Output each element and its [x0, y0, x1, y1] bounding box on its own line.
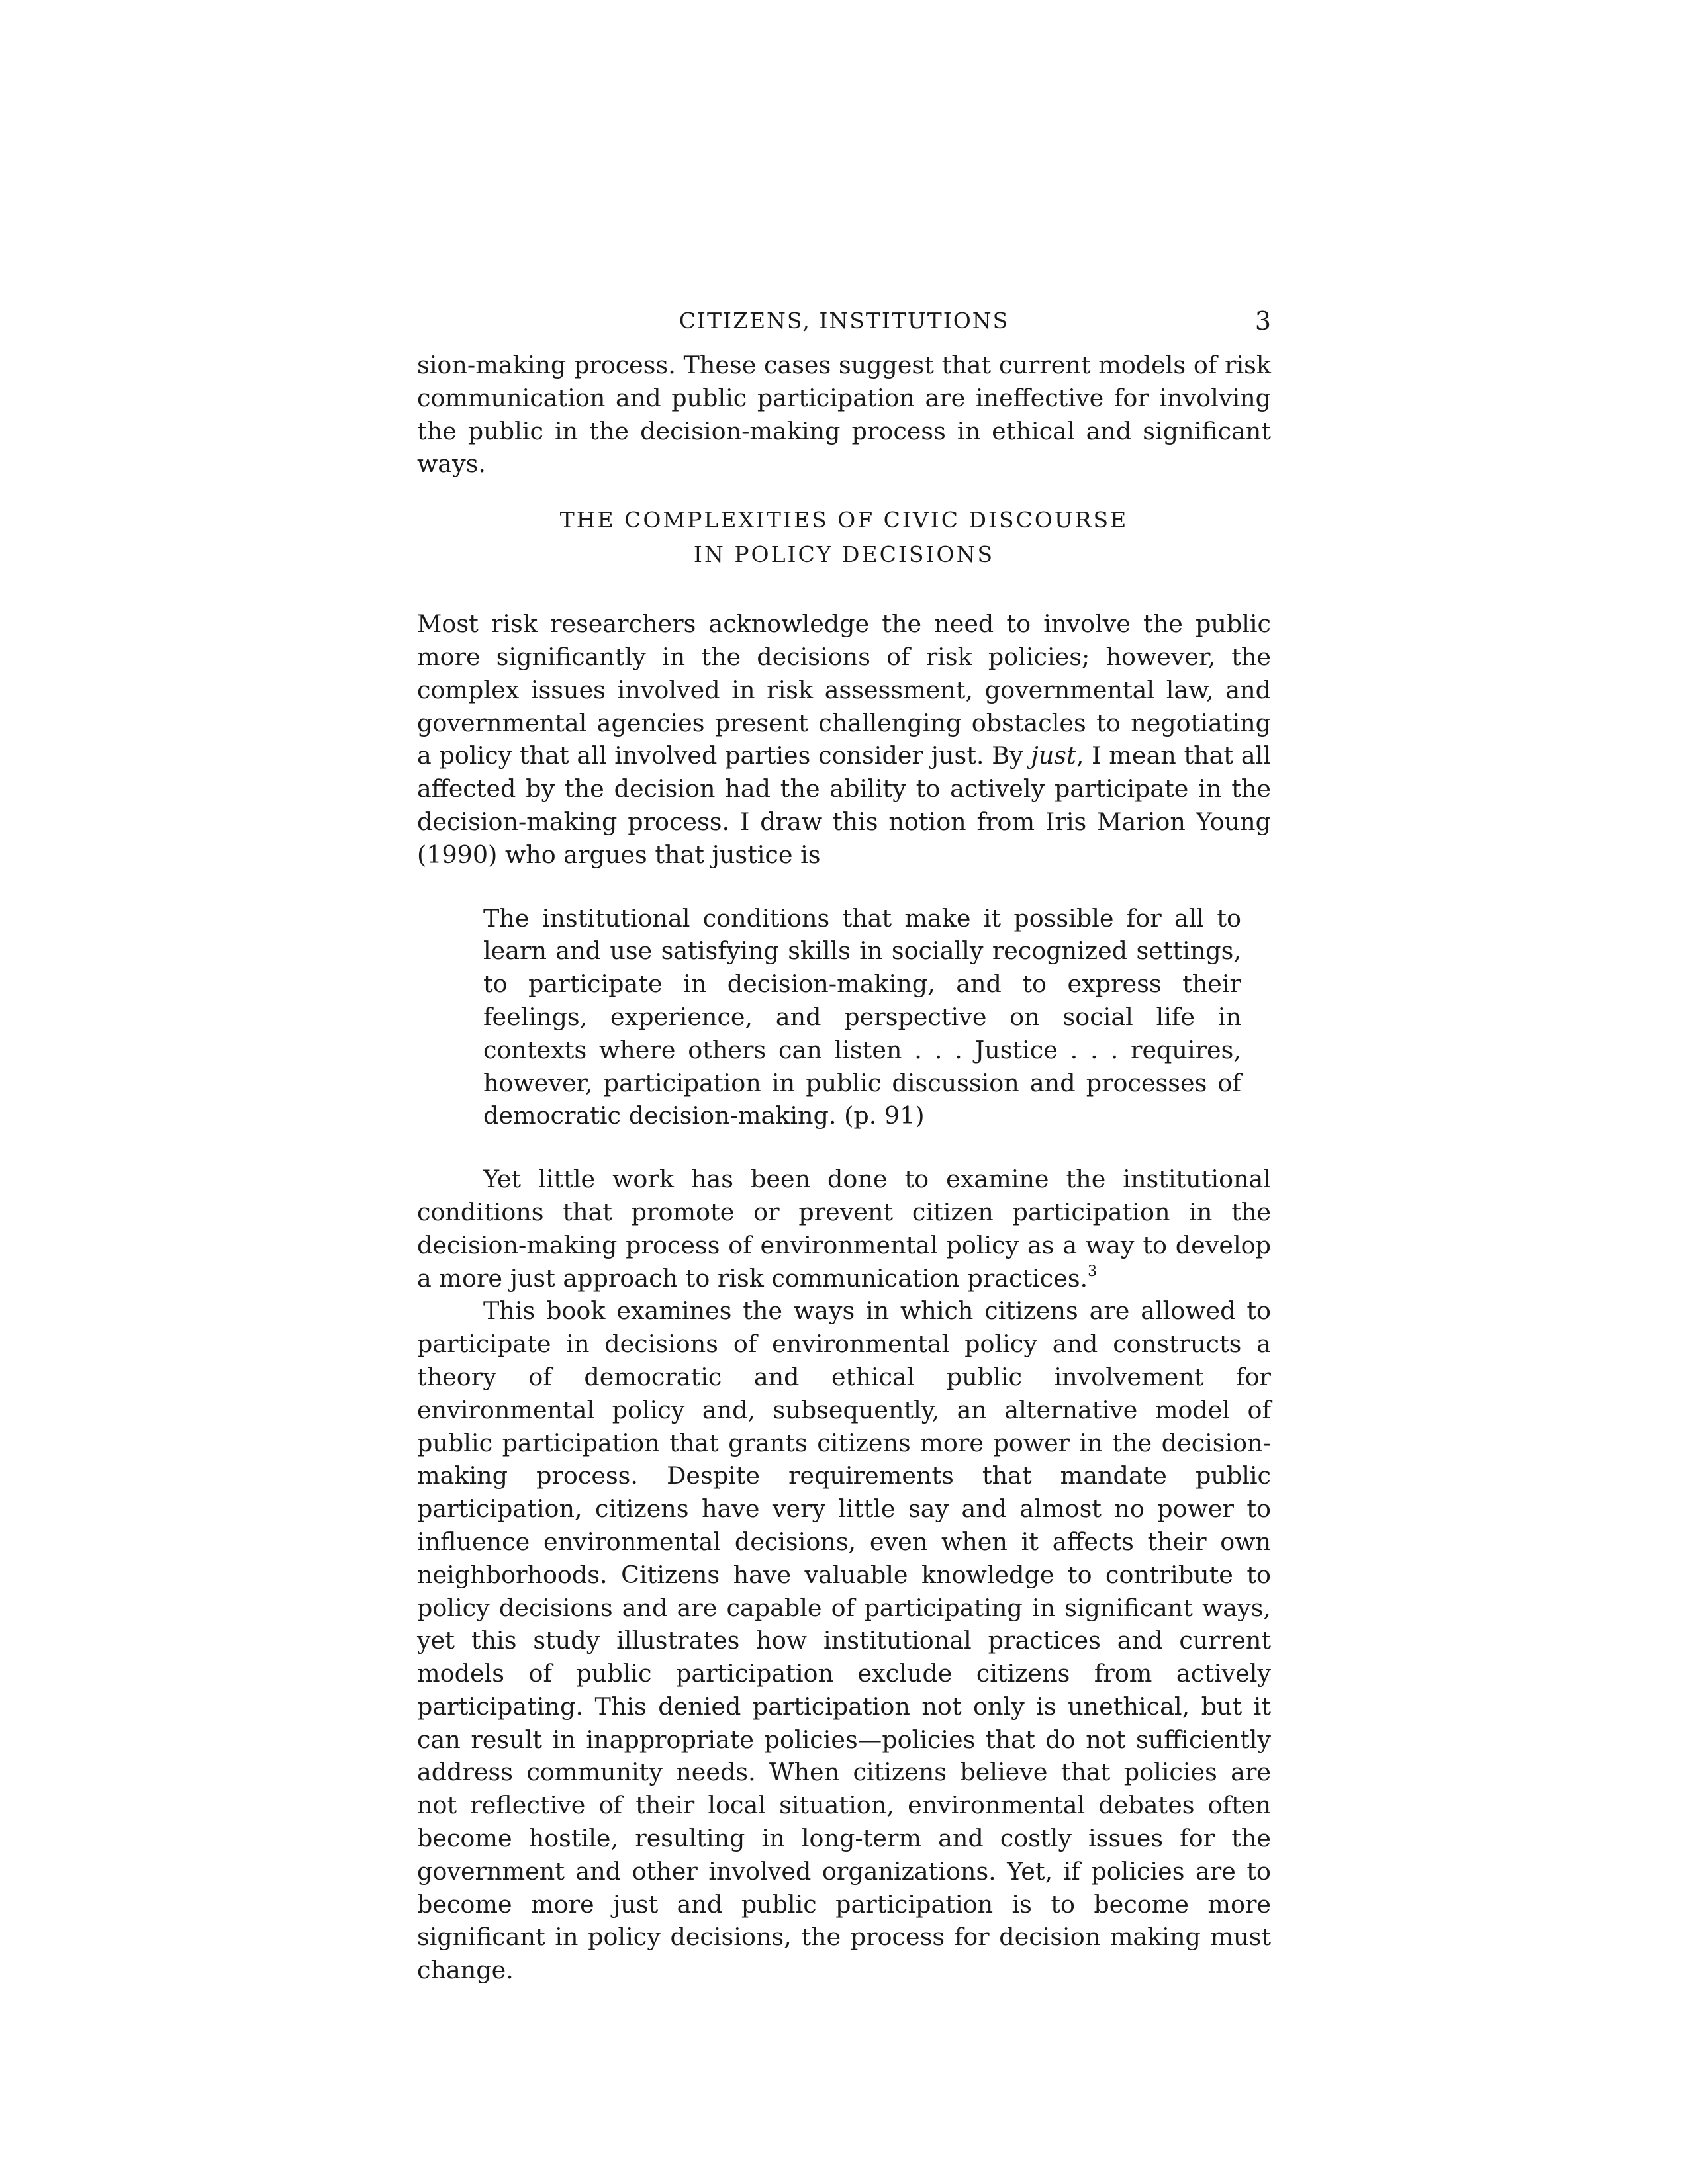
- italic-term-just: just: [1031, 741, 1076, 770]
- paragraph-text: Yet little work has been done to examine the institutional conditions that promote or prevent citizen participation in the decision-making process of environmental policy as a way to develop a more just approach to risk communication practices.: [417, 1165, 1271, 1293]
- block-quote-young: The institutional conditions that make it possible for all to learn and use satisfying skills in socially recognized settings, to participate in decision-making, and to express their feelings, experience, and perspective on social life in contexts where others can listen . . . Justice . . . requires, however, participation in public discussion and processes of democratic decision-making. (p. 91): [483, 903, 1241, 1130]
- paragraph-book-examines: This book examines the ways in which citizens are allowed to participate in decisions of environmental policy and constructs a theory of democratic and ethical public involvement for environmental policy and, subsequently, an alternative model of public participation that grants citizens more power in the decision-making process. Despite requirements that mandate public participation, citizens have very little say and almost no power to influence environmental decisions, even when it affects their own neighborhoods. Citizens have valuable knowledge to contribute to policy decisions and are capable of participating in significant ways, yet this study illustrates how institutional practices and current models of public participation exclude citizens from actively participating. This denied participation not only is unethical, but it can result in inappropriate policies—policies that do not sufficiently address community needs. When citizens believe that policies are not reflective of their local situation, environmental debates often become hostile, resulting in long-term and costly issues for the government and other involved organizations. Yet, if policies are to become more just and public participation is to become more significant in policy decisions, the process for decision making must change.: [417, 1297, 1271, 1985]
- section-heading: [417, 503, 1271, 572]
- body-text: [417, 349, 1271, 1987]
- section-heading-line-2: IN POLICY DECISIONS: [693, 541, 995, 568]
- opening-paragraph: sion-making process. These cases suggest that current models of risk communication and public participation are ineffective for involving the public in the decision-making process in ethical and significant ways.: [417, 351, 1271, 478]
- running-head-title: CITIZENS, INSTITUTIONS: [679, 308, 1009, 334]
- book-page: [417, 301, 1271, 1987]
- paragraph-text-before-italic: Most risk researchers acknowledge the need to involve the public more significantly in the decisions of risk policies; however, the complex issues involved in risk assessment, governmental law, and governmental agencies present challenging obstacles to negotiating a policy that all involved parties consider just. By: [417, 610, 1271, 770]
- section-heading-line-1: THE COMPLEXITIES OF CIVIC DISCOURSE: [559, 507, 1129, 533]
- paragraph-text-after-italic: , I mean that all affected by the decision had the ability to actively participate in the decision-making process. I draw this notion from Iris Marion Young (1990) who argues that justice is: [417, 741, 1271, 869]
- paragraph-institutional-conditions: [417, 1163, 1271, 1295]
- footnote-ref[interactable]: 3: [1088, 1263, 1098, 1280]
- page-number: 3: [1254, 306, 1271, 336]
- running-head: [417, 301, 1271, 341]
- paragraph-justice-intro: [417, 608, 1271, 871]
